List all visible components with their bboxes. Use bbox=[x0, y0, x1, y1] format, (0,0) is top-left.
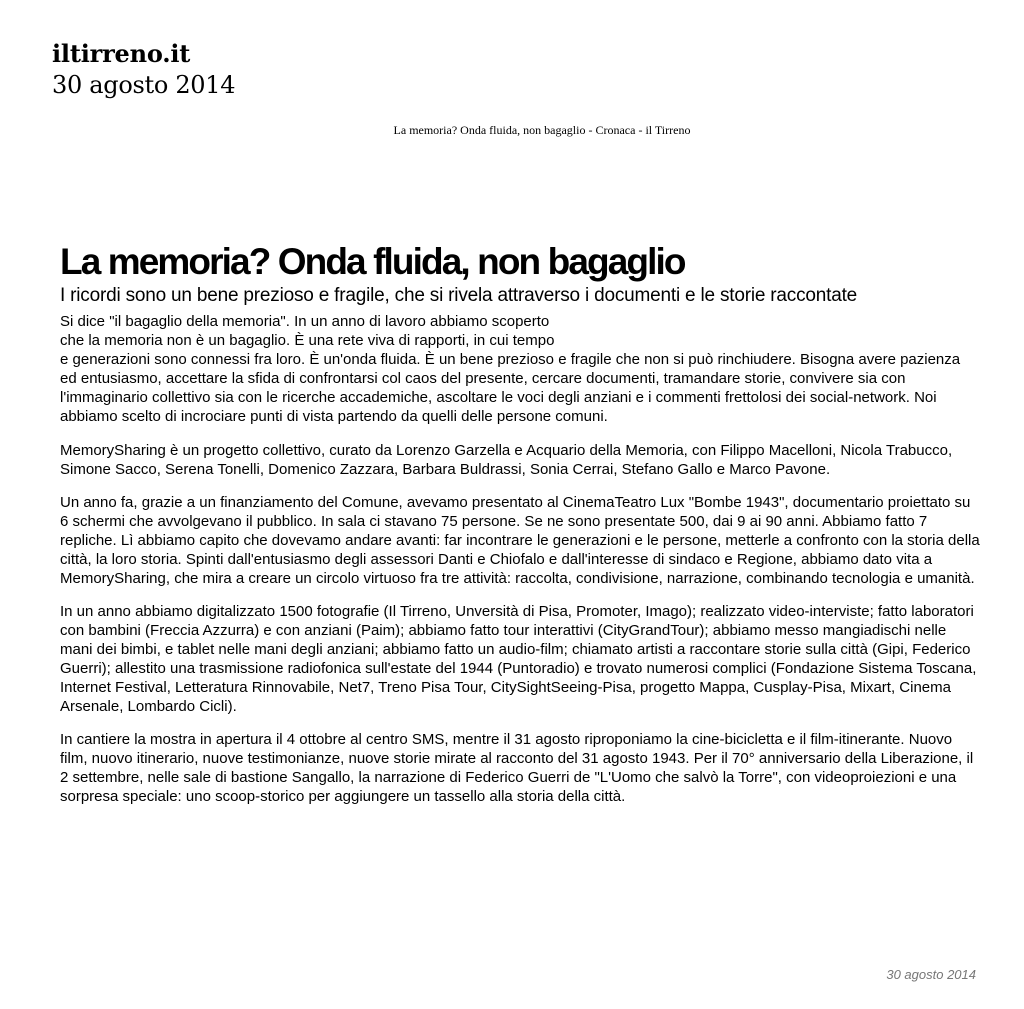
intro-line: che la memoria non è un bagaglio. È una rete viva di rapporti, in cui tempo bbox=[60, 332, 555, 349]
masthead bbox=[52, 38, 235, 100]
footer-date: 30 agosto 2014 bbox=[886, 967, 976, 982]
intro-line: e generazioni sono connessi fra loro. È un'onda fluida. È un bene prezioso e fragile che non si può rinchiudere. Bisogna avere pazienza ed entusiasmo, accettare la sfida di confrontarsi col caos del presente, cercare documenti, tramandare storie, convivere sia con l'immaginario collettivo sia con le ricerche accademiche, ascoltare le voci degli anziani e i commenti frettolosi dei social-network. Noi abbiamo scelto di incrociare punti di vista partendo da quelli delle persone comuni. bbox=[60, 351, 961, 425]
intro-line: Si dice "il bagaglio della memoria". In un anno di lavoro abbiamo scoperto bbox=[60, 313, 550, 330]
body-paragraph: In cantiere la mostra in apertura il 4 ottobre al centro SMS, mentre il 31 agosto riproponiamo la cine-bicicletta e il film-itinerante. Nuovo film, nuovo itinerario, nuove testimonianze, nuove storie mirate al racconto del 31 agosto 1943. Per il 70° anniversario della Liberazione, il 2 settembre, nelle sale di bastione Sangallo, la narrazione di Federico Guerri de "L'Uomo che salvò la Torre", con videoproiezioni e una sorpresa speciale: uno scoop-storico per aggiungere un tassello alla storia della città. bbox=[60, 731, 974, 805]
body-paragraph: Un anno fa, grazie a un finanziamento del Comune, avevamo presentato al CinemaTeatro Lux "Bombe 1943", documentario proiettato su 6 schermi che avvolgevano il pubblico. In sala ci stavano 75 persone. Se ne sono presentate 500, dai 9 ai 90 anni. Abbiamo fatto 7 repliche. Lì abbiamo capito che dovevamo andare avanti: far incontrare le generazioni e le persone, metterle a confronto con la storia della città, la loro storia. Spinti dall'entusiasmo degli assessori Danti e Chiofalo e dall'interesse di sindaco e Regione, abbiamo dato vita a MemorySharing, che mira a creare un circolo virtuoso fra tre attività: raccolta, condivisione, narrazione, combinando tecnologia e umanità. bbox=[60, 494, 980, 587]
body-paragraph: MemorySharing è un progetto collettivo, curato da Lorenzo Garzella e Acquario della Memoria, con Filippo Macelloni, Nicola Trabucco, Simone Sacco, Serena Tonelli, Domenico Zazzara, Barbara Buldrassi, Sonia Cerrai, Stefano Gallo e Marco Pavone. bbox=[60, 442, 953, 478]
site-name: iltirreno.it bbox=[52, 39, 191, 68]
article-subheadline: I ricordi sono un bene prezioso e fragile, che si rivela attraverso i documenti e le storie raccontate bbox=[60, 285, 858, 306]
print-header: La memoria? Onda fluida, non bagaglio - Cronaca - il Tirreno bbox=[393, 123, 691, 137]
intro-paragraph bbox=[60, 312, 980, 426]
masthead-date: 30 agosto 2014 bbox=[52, 71, 236, 99]
article-headline: La memoria? Onda fluida, non bagaglio bbox=[60, 241, 685, 282]
body-paragraph: In un anno abbiamo digitalizzato 1500 fotografie (Il Tirreno, Unversità di Pisa, Promoter, Imago); realizzato video-interviste; fatto laboratori con bambini (Freccia Azzurra) e con anziani (Paim); abbiamo fatto tour interattivi (CityGrandTour); abbiamo messo mangiadischi nelle mani dei bimbi, e tablet nelle mani degli anziani; abbiamo fatto un audio-film; chiamato artisti a raccontare storie sulla città (Gipi, Federico Guerri); allestito una trasmissione radiofonica sull'estate del 1944 (Puntoradio) e trovato numerosi complici (Fondazione Sistema Toscana, Internet Festival, Letteratura Rinnovabile, Net7, Treno Pisa Tour, CitySightSeeing-Pisa, progetto Mappa, Cusplay-Pisa, Mixart, Cinema Arsenale, Lombardo Cicli). bbox=[60, 603, 977, 715]
article-body bbox=[60, 312, 980, 806]
article bbox=[60, 238, 980, 820]
